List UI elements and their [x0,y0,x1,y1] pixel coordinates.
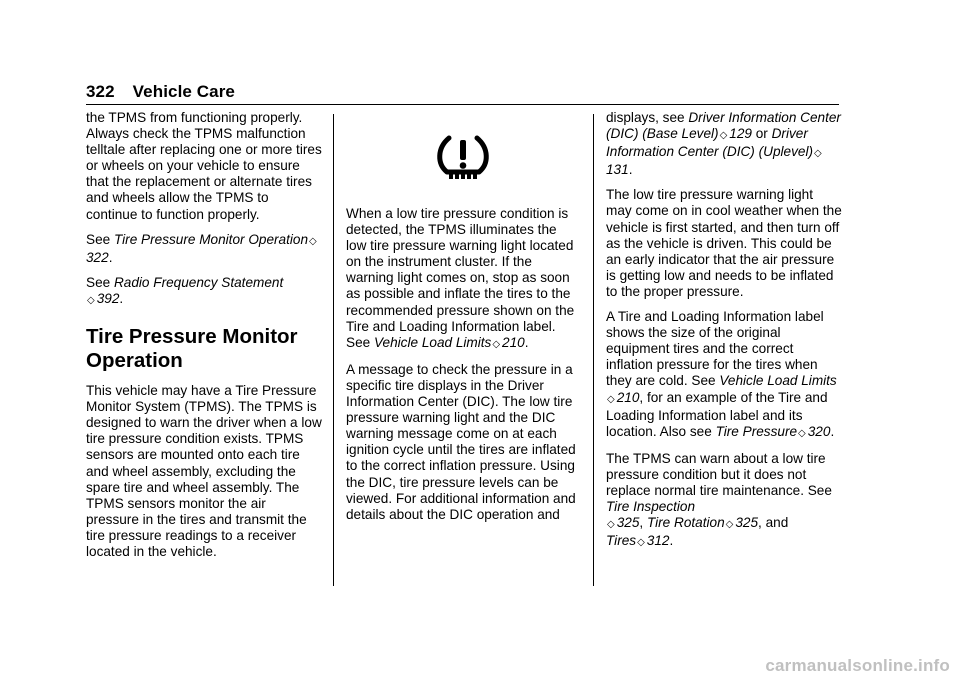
cross-reference-link[interactable]: Vehicle Load Limits [373,334,492,350]
cross-reference-link[interactable]: Radio Frequency Statement [113,274,284,290]
cross-reference-link[interactable]: Driver Information Center (DIC) (Base Level) [606,110,841,142]
paragraph: The low tire pressure warning light may come on in cool weather when the vehicle is first started, and then turn off as the vehicle is driven. This could be an early indicator that the air pressure is getting low and needs to be inflated to the proper pressure. [606,187,842,299]
header-rule [86,104,839,105]
cross-reference-link[interactable]: Tire Rotation [646,515,725,531]
paragraph: This vehicle may have a Tire Pressure Monitor System (TPMS). The TPMS is designed to warn the driver when a low tire pressure condition exists. TPMS sensors are mounted onto each tire and wheel assembly, excluding the spare tire and wheel assembly. The TPMS sensors monitor the air pressure in the tires and transmit the tire pressure readings to a receiver located in the vehicle. [86,383,322,559]
cross-reference-link[interactable]: Tire Inspection [606,499,696,515]
section-heading: Tire Pressure Monitor Operation [86,325,298,373]
page-reference[interactable]: 325 [616,515,640,531]
page-reference-icon: ◇ [814,148,822,160]
page-header [86,82,235,102]
paragraph: displays, see Driver Information Center (DIC) (Base Level)◇ 129 or Driver Information Center (DIC) (Uplevel)◇131. [606,110,841,178]
text-column-1 [86,110,322,569]
paragraph: A message to check the pressure in a specific tire displays in the Driver Information Center (DIC). The low tire pressure warning light and the DIC warning message come on at each ignition cycle until the tires are inflated to the correct inflation pressure. Using the DIC, tire pressure levels can be viewed. For additional information and details about the DIC operation and [346,361,576,522]
page-reference-icon: ◇ [309,235,317,247]
page-number: 322 [86,82,115,101]
paragraph: The TPMS can warn about a low tire pressure condition but it does not replace normal tire maintenance. See Tire Inspection ◇ 325, Tire Rotation◇ 325, and Tires◇ 312. [606,451,842,552]
page-reference[interactable]: 392 [96,290,120,306]
tire-pressure-warning-icon [346,110,580,206]
column-divider [593,114,594,586]
cross-reference: See Radio Frequency Statement ◇ 392. [86,275,322,309]
column-divider [333,114,334,586]
cross-reference-link[interactable]: Tire Pressure [715,423,798,439]
cross-reference-link[interactable]: Vehicle Load Limits [719,373,837,389]
page-reference[interactable]: 131 [606,162,629,178]
page-reference-icon: ◇ [607,519,615,531]
page-reference[interactable]: 129 [729,126,752,142]
page-reference-icon: ◇ [607,393,615,405]
paragraph: When a low tire pressure condition is detected, the TPMS illuminates the low tire pressure warning light located on the instrument cluster. If the warning light comes on, stop as soon as possible and inflate the tires to the recommended pressure shown on the Tire and Loading Information label. See Vehicle Load Limits◇ 210. [346,206,580,353]
text-column-2 [346,110,580,532]
watermark: carmanualsonline.info [765,656,950,675]
cross-reference-link[interactable]: Tire Pressure Monitor Operation [113,231,309,247]
chapter-title: Vehicle Care [132,82,235,101]
page-reference[interactable]: 320 [807,423,831,439]
tire-pressure-warning-icon [435,132,491,182]
cross-reference-link[interactable]: Driver Information Center (DIC) (Uplevel) [606,126,813,160]
paragraph: A Tire and Loading Information label shows the size of the original equipment tires and the correct inflation pressure for the tires when they are cold. See Vehicle Load Limits◇ 210, for an example of the Tire and Loading Information label and its location. Also see Tire Pressure◇ 320. [606,309,842,442]
page-reference[interactable]: 325 [735,515,759,531]
page-reference[interactable]: 210 [616,389,640,405]
cross-reference: See Tire Pressure Monitor Operation◇322. [86,231,317,265]
text-column-3 [606,110,842,560]
page-reference-icon: ◇ [725,519,734,531]
page-reference-icon: ◇ [87,294,95,306]
paragraph: the TPMS from functioning properly. Always check the TPMS malfunction telltale after replacing one or more tires or wheels on your vehicle to ensure that the replacement or alternate tires and wheels allow the TPMS to continue to function properly. [86,110,322,222]
cross-reference-link[interactable]: Tires [606,533,637,549]
page-reference-icon: ◇ [798,427,806,439]
page-reference[interactable]: 322 [86,249,109,265]
page-reference-icon: ◇ [637,537,645,549]
page-reference-icon: ◇ [492,338,501,350]
page-reference-icon: ◇ [719,130,728,142]
page-reference[interactable]: 312 [646,533,670,549]
page-reference[interactable]: 210 [502,334,525,350]
